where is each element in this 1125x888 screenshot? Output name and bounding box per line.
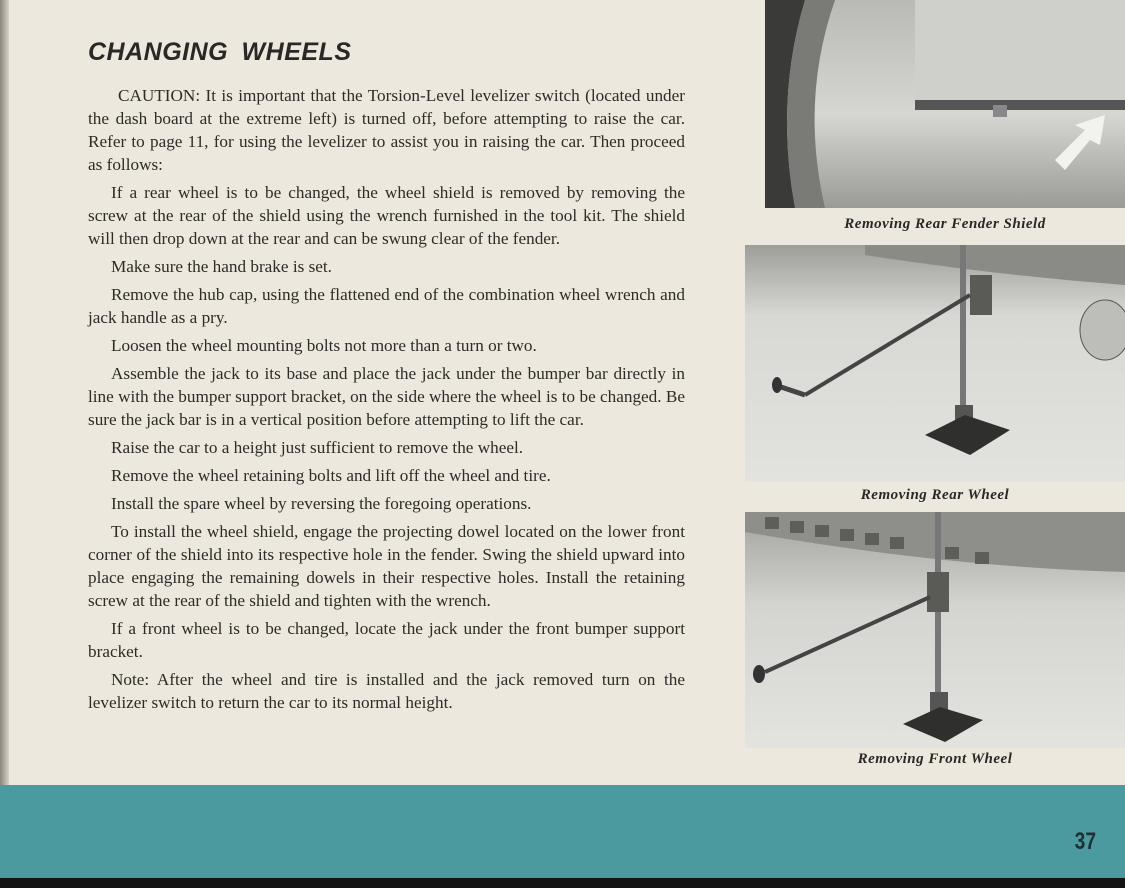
caption-rear-fender-shield: Removing Rear Fender Shield [844, 216, 1046, 232]
photo-rear-wheel [745, 245, 1125, 482]
paragraph: Remove the hub cap, using the flattened end of the combination wheel wrench and jack handle as a pry. [88, 285, 685, 327]
paragraph: If a rear wheel is to be changed, the wheel shield is removed by removing the screw at the rear of the shield using the wrench furnished in the tool kit. The shield will then drop down at the rear and can be swung clear of the fender. [88, 183, 685, 248]
paragraph: Loosen the wheel mounting bolts not more than a turn or two. [111, 336, 537, 355]
page-title: CHANGING WHEELS [88, 38, 352, 66]
photo-front-wheel [745, 512, 1125, 748]
paragraph: Raise the car to a height just sufficient to remove the wheel. [111, 438, 524, 457]
paragraph: Make sure the hand brake is set. [111, 257, 332, 276]
instructions-text [88, 84, 685, 719]
paragraph: Assemble the jack to its base and place the jack under the bumper bar directly in line with the bumper support bracket, on the side where the wheel is to be changed. Be sure the jack bar is in a vertical position before attempting to lift the car. [88, 364, 685, 429]
caption-rear-wheel: Removing Rear Wheel [860, 487, 1010, 503]
scan-bottom-edge [0, 878, 1125, 888]
paragraph: To install the wheel shield, engage the projecting dowel located on the lower front corner of the shield into its respective hole in the fender. Swing the shield upward into place engaging the remaining dowels in their respective holes. Install the retaining screw at the rear of the shield and tighten with the wrench. [88, 522, 685, 610]
caution-paragraph: CAUTION: It is important that the Torsion-Level levelizer switch (located under the dash board at the extreme left) is turned off, before attempting to raise the car. Refer to page 11, for using the levelizer to assist you in raising the car. Then proceed as follows: [88, 86, 685, 174]
page-binding-edge [0, 0, 9, 785]
photo-rear-fender-shield [765, 0, 1125, 208]
note-paragraph: Note: After the wheel and tire is installed and the jack removed turn on the levelizer switch to return the car to its normal height. [88, 670, 685, 712]
page-number: 37 [1074, 828, 1097, 855]
paragraph: If a front wheel is to be changed, locate the jack under the front bumper support bracket. [88, 619, 685, 661]
paragraph: Install the spare wheel by reversing the foregoing operations. [111, 494, 532, 513]
paragraph: Remove the wheel retaining bolts and lift off the wheel and tire. [111, 466, 551, 485]
caption-front-wheel: Removing Front Wheel [857, 751, 1013, 767]
footer-band [0, 785, 1125, 878]
